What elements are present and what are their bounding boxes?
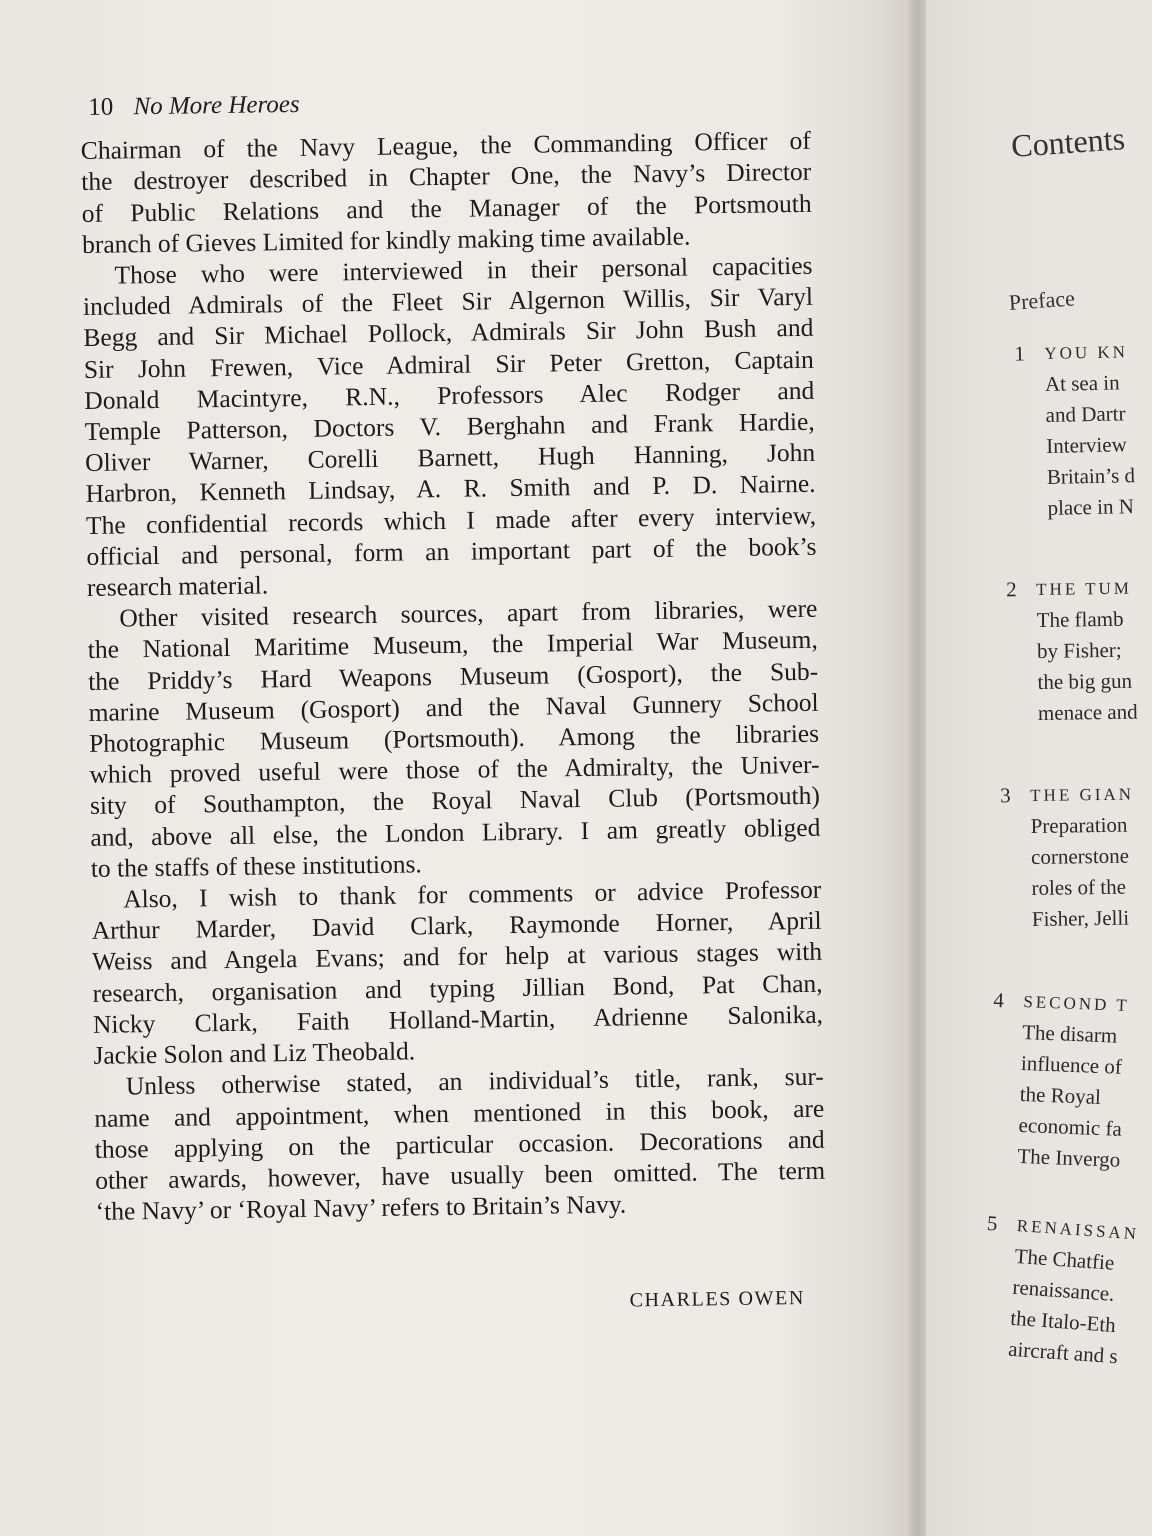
toc-summary-line: influence of bbox=[1020, 1050, 1123, 1079]
text-line: the Priddy’s Hard Weapons Museum (Gosport), the Sub- bbox=[88, 656, 819, 696]
toc-summary-line: and Dartr bbox=[1045, 401, 1126, 427]
text-line: Those who were interviewed in their personal capacities bbox=[114, 250, 813, 290]
toc-summary-line: Fisher, Jelli bbox=[1031, 905, 1130, 931]
toc-chapter-number: 5 bbox=[986, 1210, 999, 1236]
toc-chapter-number: 1 bbox=[1014, 341, 1026, 366]
paragraph bbox=[81, 125, 813, 260]
toc-summary-line: The flamb bbox=[1036, 606, 1124, 632]
text-line: other awards, however, have usually been omitted. The term bbox=[94, 1155, 826, 1195]
page-number: 10 bbox=[88, 93, 114, 121]
toc-entry bbox=[992, 986, 1131, 1176]
running-title: No More Heroes bbox=[133, 90, 300, 121]
toc-summary-line: the big gun bbox=[1037, 668, 1133, 694]
text-line: official and personal, form an important part of the book’s bbox=[86, 531, 817, 571]
toc-summary-line: renaissance. bbox=[1011, 1274, 1116, 1306]
running-head bbox=[88, 82, 810, 123]
toc-summary-line: the Royal bbox=[1019, 1081, 1102, 1110]
toc-chapter-number: 2 bbox=[1006, 577, 1017, 602]
paragraph bbox=[87, 593, 821, 884]
toc-summary-line: Britain’s d bbox=[1046, 463, 1136, 489]
text-line: Sir John Frewen, Vice Admiral Sir Peter Gretton, Captain bbox=[83, 344, 815, 384]
toc-preface: Preface bbox=[1008, 285, 1076, 315]
toc-summary-line: The disarm bbox=[1021, 1019, 1118, 1048]
toc-summary-line: roles of the bbox=[1031, 874, 1127, 900]
text-line: ‘the Navy’ or ‘Royal Navy’ refers to Britain’s Navy. bbox=[95, 1189, 627, 1226]
text-line: Harbron, Kenneth Lindsay, A. R. Smith and P. D. Nairne. bbox=[85, 469, 816, 509]
toc-summary-line: aircraft and s bbox=[1007, 1336, 1119, 1369]
text-line: Begg and Sir Michael Pollock, Admirals Sir John Bush and bbox=[83, 313, 814, 353]
toc-summary-line: the Italo-Eth bbox=[1009, 1305, 1117, 1338]
text-line: Photographic Museum (Portsmouth). Among the libraries bbox=[88, 718, 820, 758]
toc-entry bbox=[1014, 336, 1136, 524]
paragraph bbox=[91, 874, 824, 1071]
toc-summary-line: The Chatfie bbox=[1013, 1243, 1116, 1275]
toc-chapter-number: 3 bbox=[1000, 783, 1011, 808]
paragraph bbox=[94, 1061, 826, 1227]
text-line: Jackie Solon and Liz Theobald. bbox=[93, 1036, 416, 1070]
toc-entry bbox=[986, 1210, 1140, 1373]
text-line: the destroyer described in Chapter One, the Navy’s Director bbox=[81, 157, 812, 197]
toc-summary-line: menace and bbox=[1037, 699, 1138, 725]
text-line: the National Maritime Museum, the Imperial War Museum, bbox=[87, 625, 818, 665]
toc-summary-line: The Invergo bbox=[1017, 1143, 1121, 1172]
toc-summary-line: by Fisher; bbox=[1036, 637, 1122, 663]
text-line: Also, I wish to thank for comments or advice Professor bbox=[123, 874, 822, 914]
text-line: and, above all else, the London Library. I am greatly obliged bbox=[90, 812, 821, 852]
text-line: Chairman of the Navy League, the Commanding Officer of bbox=[80, 126, 811, 166]
text-line: Other visited research sources, apart from libraries, were bbox=[119, 594, 818, 633]
text-line: research, organisation and typing Jillian Bond, Pat Chan, bbox=[92, 968, 823, 1008]
text-line: name and appointment, when mentioned in this book, are bbox=[94, 1093, 825, 1133]
text-line: Oliver Warner, Corelli Barnett, Hugh Hanning, John bbox=[84, 438, 816, 478]
toc-summary-line: cornerstone bbox=[1030, 843, 1130, 869]
toc-summary-line: At sea in bbox=[1044, 370, 1120, 396]
toc-summary-line: Preparation bbox=[1030, 812, 1128, 838]
text-line: Unless otherwise stated, an individual’s title, rank, sur- bbox=[125, 1062, 825, 1101]
author-signature: CHARLES OWEN bbox=[629, 1287, 806, 1312]
toc-summary-line: place in N bbox=[1047, 494, 1135, 520]
toc-summary-line: Interview bbox=[1046, 432, 1127, 458]
toc-chapter-number: 4 bbox=[992, 987, 1005, 1013]
text-line: sity of Southampton, the Royal Naval Club (Portsmouth) bbox=[89, 781, 821, 821]
contents-heading: Contents bbox=[1010, 120, 1127, 164]
text-line: to the staffs of these institutions. bbox=[90, 849, 423, 883]
paragraph bbox=[82, 250, 817, 603]
text-line: which proved useful were those of the Admiralty, the Univer- bbox=[89, 750, 820, 790]
toc-entry bbox=[1000, 779, 1136, 935]
body-paragraphs bbox=[81, 125, 826, 1227]
text-line: included Admirals of the Fleet Sir Algernon Willis, Sir Varyl bbox=[82, 282, 814, 322]
text-line: Nicky Clark, Faith Holland-Martin, Adrienne Salonika, bbox=[92, 999, 824, 1039]
toc-entry bbox=[1006, 573, 1138, 729]
text-line: those applying on the particular occasion. Decorations and bbox=[94, 1124, 825, 1164]
text-line: Donald Macintyre, R.N., Professors Alec Rodger and bbox=[84, 375, 815, 415]
toc-chapter-title: THE GIAN bbox=[1030, 784, 1135, 805]
text-line: research material. bbox=[86, 570, 269, 602]
toc-chapter-title: SECOND T bbox=[1023, 991, 1131, 1016]
text-line: of Public Relations and the Manager of the Portsmouth bbox=[81, 188, 812, 228]
text-line: Weiss and Angela Evans; and for help at various stages with bbox=[91, 937, 823, 977]
toc-summary-line: economic fa bbox=[1018, 1112, 1123, 1141]
toc-chapter-title: YOU KN bbox=[1044, 342, 1129, 363]
text-line: Arthur Marder, David Clark, Raymonde Horner, April bbox=[91, 906, 822, 946]
toc-chapter-title: THE TUM bbox=[1036, 578, 1133, 599]
text-line: marine Museum (Gosport) and the Naval Gunnery School bbox=[88, 687, 819, 727]
left-page-text bbox=[80, 82, 827, 1325]
text-line: Temple Patterson, Doctors V. Berghahn and Frank Hardie, bbox=[84, 406, 815, 446]
text-line: branch of Gieves Limited for kindly making time available. bbox=[81, 221, 691, 259]
text-line: The confidential records which I made after every interview, bbox=[85, 500, 817, 540]
toc-chapter-title: RENAISSAN bbox=[1016, 1215, 1140, 1244]
